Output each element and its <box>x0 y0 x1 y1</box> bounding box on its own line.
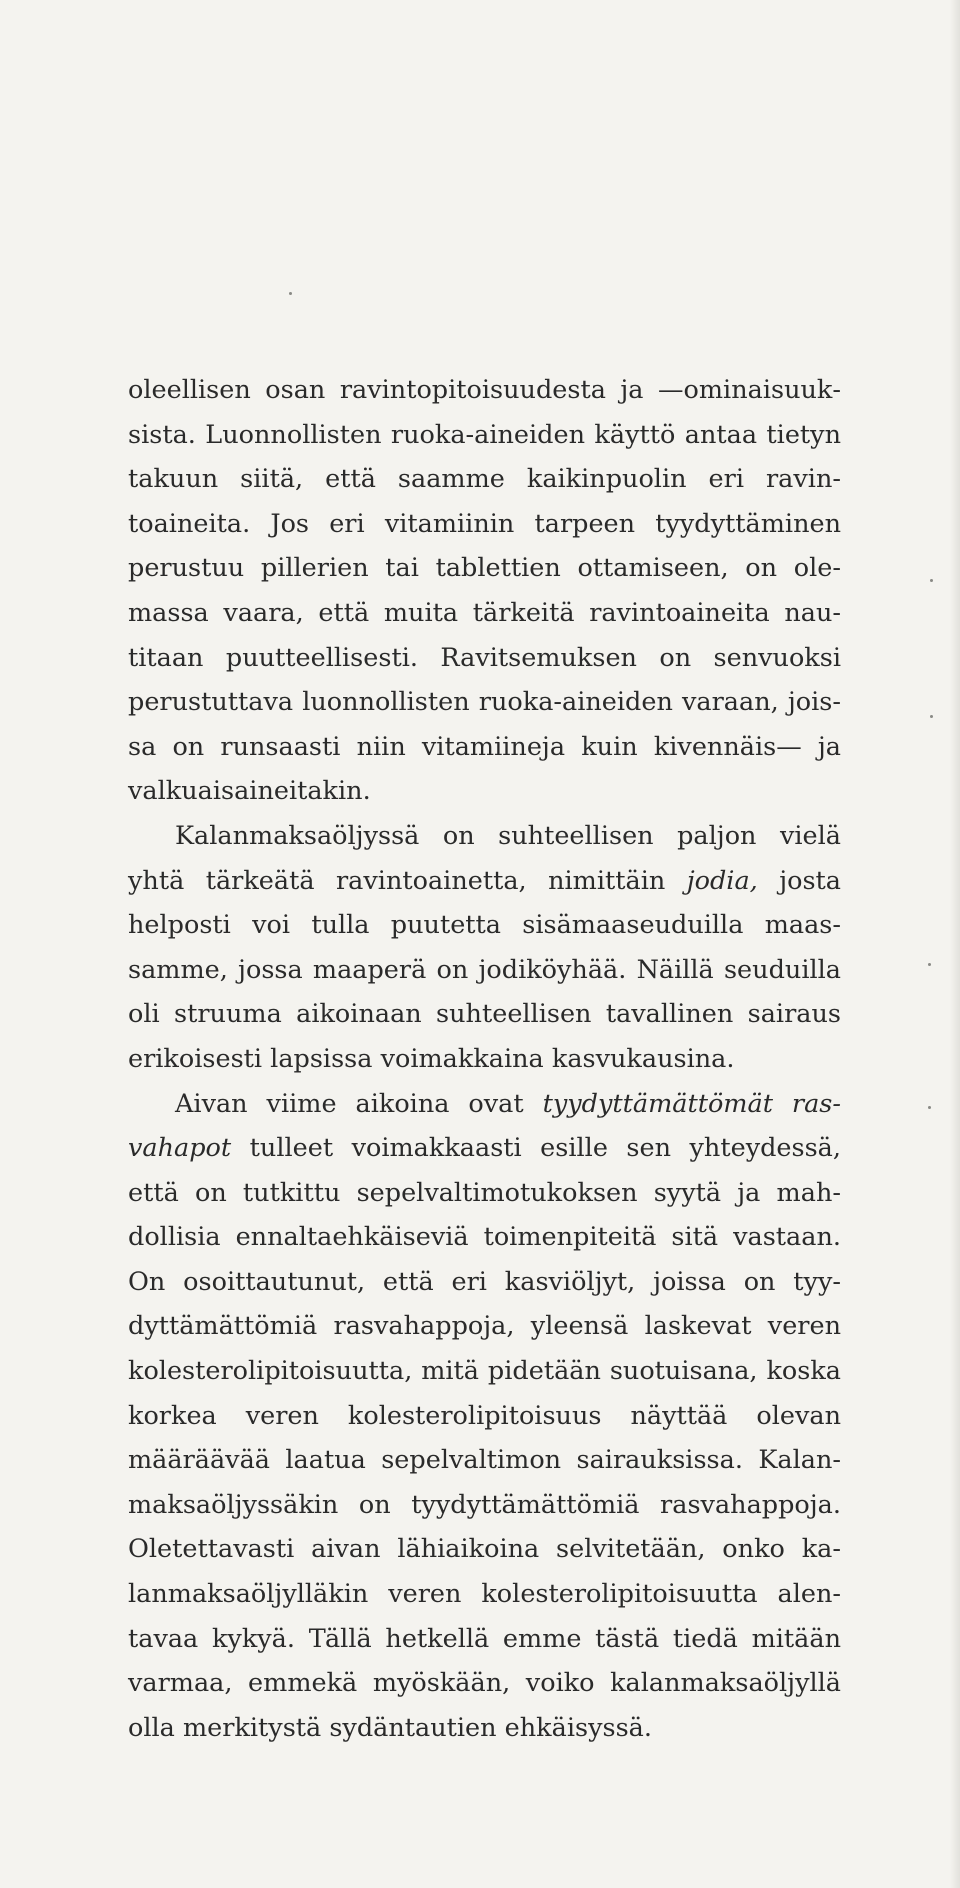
text-segment: tulleet voimakkaasti esille sen yhteydessä, että on tutkittu sepelvaltimotukoksen syytä ja mahdollisia ennaltaehkäiseviä toimenpiteitä sitä vastaan. On osoittautunut, että eri kasviöljyt, joissa on tyydyttämättömiä rasvahappoja, yleensä laskevat veren kolesterolipitoisuutta, mitä pidetään suotuisana, koska korkea veren kolesterolipitoisuus näyttää olevan määräävää laatua sepelvaltimon sairauksissa. Kalanmaksaöljyssäkin on tyydyttämättömiä rasvahappoja. Oletettavasti aivan lähiaikoina selvitetään, onko kalanmaksaöljylläkin veren kolesterolipitoisuutta alentavaa kykyä. Tällä hetkellä emme tästä tiedä mitään varmaa, emmekä myöskään, voiko kalanmaksaöljyllä olla merkitystä sydäntautien ehkäisyssä. <box>128 1133 841 1743</box>
text-segment-italic: tyydyttämättömät rasvahapot <box>128 1088 842 1164</box>
text-segment: Aivan viime aikoina ovat <box>175 1088 543 1119</box>
text-segment: Kalanmaksaöljyssä on suhteellisen paljon vielä yhtä tärkeätä ravintoainetta, nimittäin <box>128 820 841 896</box>
paragraph <box>128 814 841 1082</box>
paper-speck <box>928 1106 931 1109</box>
text-segment-italic: jodia, <box>686 865 758 896</box>
text-segment: oleellisen osan ravintopitoisuudesta ja —ominaisuuksista. Luonnollisten ruoka-aineiden käyttö antaa tietyn takuun siitä, että saamme kaikinpuolin eri ravintoaineita. Jos eri vitamiinin tarpeen tyydyttäminen perustuu pillerien tai tablettien ottamiseen, on olemassa vaara, että muita tärkeitä ravintoaineita nautitaan puutteellisesti. Ravitsemuksen on senvuoksi perustuttava luonnollisten ruoka-aineiden varaan, joissa on runsaasti niin vitamiineja kuin kivennäis— ja valkuaisaineitakin. <box>128 375 841 807</box>
page-edge <box>950 0 960 1888</box>
paper-speck <box>930 579 933 582</box>
paper-speck <box>930 715 933 718</box>
paragraph <box>128 368 841 814</box>
paper-speck <box>928 963 931 966</box>
text-segment: josta helposti voi tulla puutetta sisämaaseuduilla maassamme, jossa maaperä on jodiköyhää. Näillä seuduilla oli struuma aikoinaan suhteellisen tavallinen sairaus erikoisesti lapsissa voimakkaina kasvukausina. <box>128 865 841 1074</box>
body-text <box>128 368 841 1750</box>
paragraph <box>128 1082 841 1751</box>
paper-speck <box>289 292 292 295</box>
